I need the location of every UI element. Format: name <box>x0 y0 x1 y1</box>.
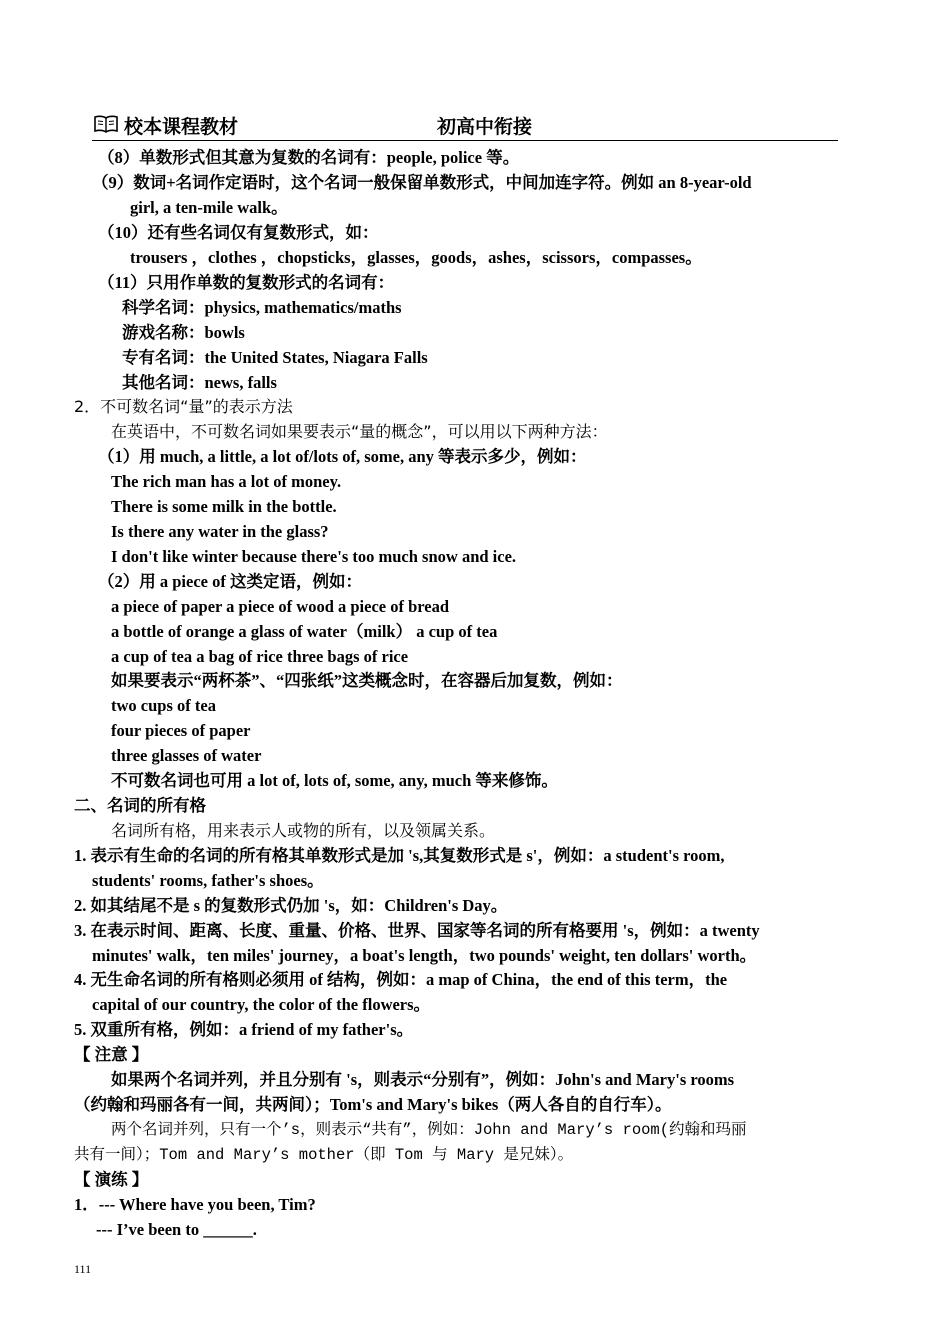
open-book-icon <box>94 115 118 133</box>
text-line: 4. 无生命名词的所有格则必须用 of 结构，例如：a map of China，the end of this term，the <box>74 970 728 989</box>
note-heading: 【 注意 】 <box>74 1045 149 1064</box>
exercise-line: --- I’ve been to ______. <box>96 1220 257 1239</box>
text-line: 5. 双重所有格，例如：a friend of my father's。 <box>74 1020 414 1039</box>
text-line: capital of our country, the color of the flowers。 <box>92 995 431 1014</box>
exercise-line: 1．--- Where have you been, Tim? <box>74 1195 316 1214</box>
exercise-heading: 【 演练 】 <box>74 1170 149 1189</box>
text-line: 共有一间）；Tom and Mary’s mother（即 Tom 与 Mary 是兄妹）。 <box>74 1146 574 1164</box>
text-line: 如果两个名词并列，并且分别有 's，则表示“分别有”，例如：John's and Mary's rooms <box>111 1070 735 1089</box>
text-line: 如果要表示“两杯茶”、“四张纸”这类概念时，在容器后加复数，例如： <box>111 671 623 690</box>
text-line: （2）用 a piece of 这类定语，例如： <box>98 572 362 591</box>
text-line: （9）数词+名词作定语时，这个名词一般保留单数形式，中间加连字符。例如 an 8-year-old <box>92 173 752 192</box>
text-line: 名词所有格，用来表示人或物的所有，以及领属关系。 <box>111 821 496 840</box>
text-line: （8）单数形式但其意为复数的名词有：people, police 等。 <box>98 148 520 167</box>
example-line: The rich man has a lot of money. <box>111 472 342 491</box>
example-line: a cup of tea a bag of rice three bags of rice <box>111 647 409 666</box>
text-line: 科学名词：physics, mathematics/maths <box>122 298 402 317</box>
example-line: four pieces of paper <box>111 721 251 740</box>
example-line: two cups of tea <box>111 696 216 715</box>
text-line: 3. 在表示时间、距离、长度、重量、价格、世界、国家等名词的所有格要用 's，例如：a twenty <box>74 921 760 940</box>
page-header <box>92 110 838 141</box>
text-line: （10）还有些名词仅有复数形式，如： <box>98 223 379 242</box>
header-right-title: 初高中衔接 <box>437 116 533 138</box>
section-heading: 二、名词的所有格 <box>74 796 206 815</box>
text-line: minutes' walk，ten miles' journey，a boat's length，two pounds' weight, ten dollars' worth。 <box>92 946 757 965</box>
text-line: （约翰和玛丽各有一间，共两间）；Tom's and Mary's bikes（两人各自的自行车）。 <box>74 1095 672 1114</box>
text-line: 游戏名称：bowls <box>122 323 245 342</box>
example-line: I don't like winter because there's too much snow and ice. <box>111 547 517 566</box>
text-line: 1. 表示有生命的名词的所有格其单数形式是加 's,其复数形式是 s'，例如：a student's room, <box>74 846 725 865</box>
example-line: a piece of paper a piece of wood a piece of bread <box>111 597 450 616</box>
text-line: 其他名词：news, falls <box>122 373 277 392</box>
text-line: （1）用 much, a little, a lot of/lots of, some, any 等表示多少，例如： <box>98 447 587 466</box>
example-line: three glasses of water <box>111 746 262 765</box>
example-line: There is some milk in the bottle. <box>111 497 337 516</box>
text-line: 不可数名词也可用 a lot of, lots of, some, any, much 等来修饰。 <box>111 771 558 790</box>
page-number: 111 <box>74 1262 92 1276</box>
text-line: girl, a ten-mile walk。 <box>130 198 288 217</box>
example-line: Is there any water in the glass? <box>111 522 329 541</box>
section-heading: 2．不可数名词“量”的表示方法 <box>74 397 293 416</box>
text-line: trousers ，clothes ，chopsticks，glasses，goods，ashes，scissors，compasses。 <box>130 248 702 267</box>
text-line: 两个名词并列，只有一个’s，则表示“共有”，例如：John and Mary’s room(约翰和玛丽 <box>111 1121 747 1139</box>
text-line: 专有名词：the United States, Niagara Falls <box>122 348 428 367</box>
text-line: 2. 如其结尾不是 s 的复数形式仍加 's，如：Children's Day。 <box>74 896 508 915</box>
text-line: （11）只用作单数的复数形式的名词有： <box>98 273 395 292</box>
text-line: 在英语中，不可数名词如果要表示“量的概念”，可以用以下两种方法： <box>111 422 608 441</box>
header-left-title: 校本课程教材 <box>124 116 239 138</box>
example-line: a bottle of orange a glass of water（milk） a cup of tea <box>111 622 498 641</box>
text-line: students' rooms, father's shoes。 <box>92 871 324 890</box>
